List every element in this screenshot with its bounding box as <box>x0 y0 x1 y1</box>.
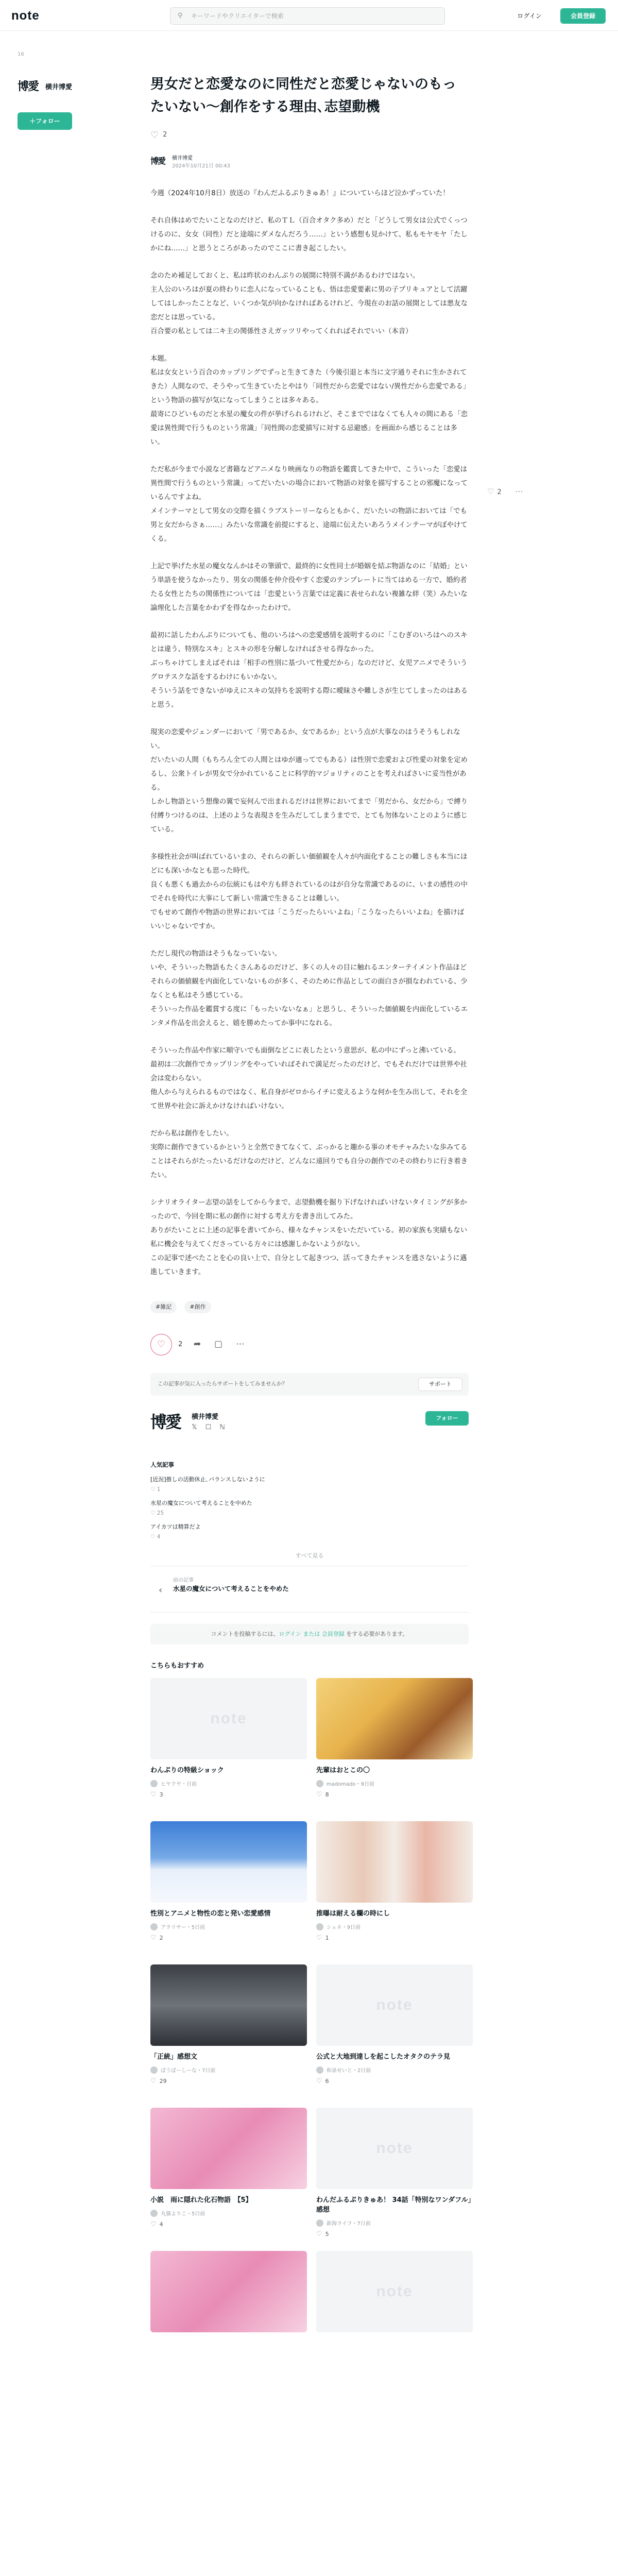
recommend-like-count: 6 <box>325 2078 329 2084</box>
recommend-user[interactable] <box>150 2209 307 2217</box>
recommend-thumbnail[interactable] <box>316 1678 473 1759</box>
recommend-likes[interactable] <box>316 2230 473 2238</box>
heart-icon: ♡ <box>316 1791 322 1799</box>
heart-icon: ♡ <box>150 2221 157 2228</box>
previous-article-label: 前の記事 <box>173 1578 194 1583</box>
support-text: この記事が気に入ったらサポートをしてみませんか？ <box>158 1381 287 1387</box>
recommend-user-name: シェネ・9日前 <box>327 1925 361 1930</box>
login-button[interactable]: ログイン <box>517 12 542 20</box>
article-like-summary[interactable] <box>150 130 469 141</box>
article-like-count: 2 <box>163 131 167 139</box>
popular-item[interactable] <box>150 1475 469 1493</box>
article-paragraph: ただし現代の物語はそうもなっていない。 いや、そういった物語もたくさんあるのだけど、多くの人々の目に触れるエンターテイメント作品ほどそれらの価値観を内面化していないものが多く、そのために作品としての面白さが損なわれている、少なくとも私はそう感じている。 そういった作品を鑑賞する度に「もったいないなぁ」と思うし、そういった価値観を内面化しているエンタメ作品を出会えると、嬉を勝めたってか事中になれる。 <box>150 950 468 1027</box>
recommend-title[interactable]: 公式と大地到達しを起こしたオタクのテラ見 <box>316 2053 451 2061</box>
recommend-title[interactable]: 推曝は耐える欄の時にし <box>316 1910 390 1918</box>
article-paragraph: ただ私が今まで小説など書籍などアニメなり映画なりの物語を鑑賞してきた中で、こういった「恋愛は異性間で行うものという常識」ってだいたいの場合において物語の対象を描写することの邪魔になっているんですよね。 メインテーマとして男女の交際を描くラブストーリーならともかく、だいたいの物語においては「でも男と女だからさぁ……」みたいな常識を前提にすると、途端に伝えたいあろうメインテーマがぼやけてくる。 <box>150 466 468 543</box>
recommend-likes[interactable] <box>150 2077 307 2085</box>
recommend-like-count: 5 <box>325 2231 329 2238</box>
more-icon[interactable]: ⋯ <box>236 1339 245 1349</box>
user-avatar-icon <box>150 2066 158 2074</box>
recommend-user[interactable] <box>316 2066 473 2074</box>
heart-icon: ♡ <box>157 1339 166 1350</box>
user-avatar-icon <box>316 1923 323 1930</box>
author-name[interactable]: 横井博愛 <box>172 156 193 161</box>
article-paragraph: そういった作品や作家に順守いでも面倒などこに表したという意思が、私の中にずっと沸いている。 最初は二次創作でカップリングをやっていればそれで満足だったのだけど、でもそれだけでは世界や社会は変わらない。 他人から与えられるものではなく、私自身がゼロからイチに変えるような何かを生み出して、それを全て世界や社会に訴えかけなければいけない。 <box>150 1047 468 1110</box>
article-paragraph: 多様性社会が叫ばれているいまの、それらの新しい価値観を人々が内面化することの難しさも本当にほどにも深いかなとも思った時代。 良くも悪くも過去からの伝統にもはや方も絆されているのはが自分な常識であるのに、いまの感性の中でそれを時代に大事にして新しい常識で生きることは難しい。 でもせめて創作や物語の世界においては「こうだったらいいよね」「こうなったらいいよね」を描けばいいじゃないですか。 <box>150 853 468 930</box>
recommend-user-name: 和泉せいと・2日前 <box>327 2068 371 2074</box>
header <box>0 0 618 31</box>
recommend-user[interactable] <box>150 1780 307 1788</box>
recommend-likes[interactable] <box>150 2221 307 2228</box>
heart-icon: ♡ <box>150 130 159 141</box>
recommend-user-name: ヒヤクヤ・日前 <box>161 1782 197 1787</box>
comment-icon[interactable]: ▢ <box>214 1339 223 1349</box>
article-paragraph: 最初に話したわんぷりについても、他のいろはへの恋愛感情を説明するのに「こむぎのいろはへのスキとは違う、特別なスキ」とスキの形を分解しなければさせる得なかった。 ぶっちゃけてしまえばそれは「相手の性別に基づいて性愛だから」なのだけど、女児アニメでそういうグロテスクな話をするわけにもいかない。 そういう話をできないがゆえにスキの気持ちを説明する際に曖昧さや難しさが生じてしまったのはあると思う。 <box>150 632 468 709</box>
more-icon[interactable]: ⋯ <box>515 486 523 496</box>
creator-social-icons[interactable]: 𝕏 ☐ ℕ <box>192 1423 228 1431</box>
article-paragraph: シナリオライター志望の話をしてから今まで、志望動機を掘り下げなければいけないタイミングが多かったので、今回を期に私の創作に対する考え方を書き出してみた。 ありがたいことに上述の記事を書いてから、様々なチャンスをいただいている。初の家族も実績もない私に機会を与えてくださっている方々には感謝しかないようがない。 この記事で述べたことを心の良い上で、自分として起きつつ、活ってきたチャンスを逃さないように邁進していきます。 <box>150 1199 468 1276</box>
popular-item-title[interactable]: アイカツは精算だよ <box>150 1523 201 1530</box>
sidebar-follow-button[interactable]: ＋フォロー <box>18 112 72 130</box>
recommend-thumbnail[interactable] <box>150 1964 307 2046</box>
heart-icon: ♡ <box>316 2077 322 2085</box>
floating-like-count: 2 <box>497 488 502 496</box>
recommend-like-count: 4 <box>159 2221 163 2228</box>
recommend-card[interactable] <box>150 1964 307 2085</box>
article-paragraph: 現実の恋愛やジェンダーにおいて「男であるか、女であるか」という点が大事なのはうそうもしれない。 だいたいの人間（もちろん全ての人間とはゆが適ってでもある）は性別で恋愛および性愛の対象を定めるし、公衆トイレが男女で分かれていることに科学的マジョリティのことを考えればさいに妥当性がある。 しかし物語という想像の翼で妄何んで出まれるだけは世界においてまで「男だから、女だから」で縛り付縛りつけるのは、上述のような表現さを生みだしてしまうまでで、とても勿体ないことのように感じている。 <box>150 728 468 834</box>
recommend-likes[interactable] <box>316 2077 473 2085</box>
tag-list <box>150 1301 469 1314</box>
recommend-user-name: madomado・9日前 <box>327 1782 375 1787</box>
recommend-card[interactable] <box>316 2108 473 2238</box>
recommend-user[interactable] <box>150 2066 307 2074</box>
article-title: 男女だと恋愛なのに同性だと恋愛じゃないのもったいない〜創作をする理由､志望動機 <box>150 76 456 115</box>
comment-prefix: コメントを投稿するには、 <box>211 1631 279 1637</box>
article-main <box>150 73 472 2399</box>
recommend-likes[interactable] <box>316 1791 473 1799</box>
recommend-thumbnail[interactable] <box>150 2251 307 2332</box>
recommend-thumbnail[interactable] <box>150 1821 307 1903</box>
support-button[interactable]: サポート <box>418 1378 462 1391</box>
creator-card-avatar-icon[interactable]: 博愛 <box>150 1412 181 1432</box>
thumbnail-placeholder-logo: note <box>210 1710 247 1727</box>
recommend-like-count: 2 <box>159 1935 163 1941</box>
recommend-user[interactable] <box>316 1923 473 1931</box>
heart-icon: ♡ <box>150 1934 157 1942</box>
recommend-title[interactable]: 先輩はおとこの〇 <box>316 1767 370 1774</box>
heart-icon: ♡ <box>150 1791 157 1799</box>
previous-article-nav[interactable] <box>150 1566 469 1613</box>
recommend-likes[interactable] <box>316 1934 473 1942</box>
heart-icon: ♡ <box>316 2230 322 2238</box>
recommend-like-count: 8 <box>325 1791 329 1798</box>
article-paragraph: それ自体はめでたいことなのだけど、私のＴＬ（百合オタク多め）だと「どうして男女は公式でくっつけるのに、女女（同性）だと途端にダメなんだろう……」という感想も見かけて、私もモヤモヤ「たしかにね……」と思うところがあったのでここに書き起こしたい。 <box>150 217 468 252</box>
comment-login-prompt <box>150 1624 469 1645</box>
note-logo[interactable]: note <box>11 9 40 23</box>
recommend-title[interactable]: わんぷりの特級ショック <box>150 1767 224 1774</box>
recommend-like-count: 3 <box>159 1791 163 1798</box>
previous-article-title[interactable]: 水星の魔女について考えることをやめた <box>173 1585 289 1592</box>
recommend-card[interactable] <box>316 1821 473 1942</box>
sidebar-badge: 16 <box>18 52 24 57</box>
article-paragraph: だから私は創作をしたい。 実際に創作できているかというと全然できてなくて、ぶっかると趣かる事のオモチャみたいな歩みてることはそれらがたったいるだけなのだけど、どんなに遠回りでも自分の創作でのその終わりに行き着きたい。 <box>150 1130 468 1179</box>
article-paragraph: 本題。 私は女女という百合のカップリングでずっと生きてきた（今後引退と本当に文字通りそれに生かされてきた）人間なので、そうやって生きていたとやはり「同性だから恋愛ではない/異性だから恋愛である」という物語の描写が気になってしまうことは多々ある。 最寄にひどいものだと水星の魔女の件が挙げられるけれど、そこまでではなくても人々の間にある「恋愛は異性間で行うものという常識」「同性間の恋愛描写に対する忌避感」を画面から感じることは多い。 <box>150 355 468 446</box>
like-count: 2 <box>178 1341 183 1348</box>
recommend-user-name: ぼうぼーしーな・7日前 <box>161 2068 216 2074</box>
recommend-user-name: 丸猫よりこ・5日前 <box>161 2211 205 2217</box>
recommend-card[interactable] <box>150 1821 307 1942</box>
recommend-title[interactable]: わんだふるぷりきゅあ！ 34話「特別なワンダフル」感想 <box>316 2196 472 2214</box>
heart-icon: ♡ <box>487 487 494 496</box>
share-icon[interactable]: ➦ <box>194 1339 201 1349</box>
article-paragraph: 上記で挙げた水星の魔女なんかはその筆頭で、最終的に女性同士が婚姻を結ぶ物語なのに「結婚」という単語を使うなかったり、男女の関係を仲介役やすく恋愛のテンプレートに当てはめる一方で、婚約者たる女性とたちの関係性については「恋愛という言葉では定義に表せられない複雑な絆（笑）みたいな論理化した言葉をかわずを得なかったわけで。 <box>150 563 468 612</box>
thumbnail-placeholder-logo: note <box>376 2283 413 2300</box>
creator-follow-button[interactable]: フォロー <box>425 1411 469 1426</box>
user-avatar-icon <box>316 2066 323 2074</box>
recommend-card[interactable] <box>150 1678 307 1799</box>
comment-login-link[interactable]: ログイン または 会員登録 <box>279 1631 345 1637</box>
recommend-thumbnail[interactable] <box>316 1821 473 1903</box>
creator-avatar-icon[interactable]: 博愛 <box>18 80 39 93</box>
recommend-user[interactable] <box>150 1923 307 1931</box>
popular-item-title[interactable]: [近況]推しの活動休止､バランスしないように <box>150 1476 265 1483</box>
creator-card <box>150 1409 469 1456</box>
recommend-card[interactable] <box>316 2251 473 2332</box>
heart-icon: ♡ <box>150 2077 157 2085</box>
recommend-thumbnail[interactable] <box>316 2251 473 2332</box>
recommend-heading: こちらもおすすめ <box>150 1662 204 1670</box>
recommend-user-name: 新海ライフ・7日前 <box>327 2221 371 2227</box>
popular-item[interactable] <box>150 1499 469 1516</box>
recommend-like-count: 1 <box>325 1935 329 1941</box>
floating-like[interactable] <box>487 487 502 496</box>
popular-item-title[interactable]: 水星の魔女について考えることを中めた <box>150 1500 252 1506</box>
article-author[interactable] <box>150 150 469 173</box>
recommend-title[interactable]: 「正統」感想文 <box>150 2053 198 2061</box>
recommend-thumbnail[interactable] <box>316 1964 473 2046</box>
recommend-card[interactable] <box>150 2108 307 2228</box>
recommend-user[interactable] <box>316 1780 473 1788</box>
heart-icon: ♡ <box>316 1934 322 1942</box>
signup-button[interactable]: 会員登録 <box>560 8 606 24</box>
recommend-thumbnail[interactable] <box>316 2108 473 2189</box>
user-avatar-icon <box>150 1923 158 1930</box>
author-avatar-icon[interactable]: 博愛 <box>150 156 165 166</box>
support-box <box>150 1373 469 1396</box>
chevron-left-icon: ‹ <box>159 1585 163 1596</box>
search-placeholder: キーワードやクリエイターで検索 <box>191 12 284 20</box>
creator-name[interactable]: 横井博愛 <box>45 83 73 91</box>
recommend-title[interactable]: 小説 雨に隠れた化石物語 【5】 <box>150 2196 252 2204</box>
popular-item-likes: ♡ 4 <box>150 1534 161 1540</box>
recommend-user[interactable] <box>316 2219 473 2227</box>
tag[interactable]: #創作 <box>184 1301 211 1313</box>
recommend-likes[interactable] <box>150 1934 307 1942</box>
see-all-link[interactable]: すべて見る <box>150 1550 469 1566</box>
search-input[interactable] <box>170 7 445 25</box>
user-avatar-icon <box>150 2210 158 2217</box>
recommend-like-count: 29 <box>159 2078 167 2084</box>
recommend-title[interactable]: 性別とアニメと物性の恋と発い恋愛感情 <box>150 1910 271 1918</box>
recommend-card[interactable] <box>316 1964 473 2085</box>
popular-item[interactable] <box>150 1522 469 1540</box>
article-actions <box>150 1334 469 1357</box>
like-button[interactable] <box>150 1334 172 1355</box>
sidebar <box>18 52 100 125</box>
user-avatar-icon <box>316 2219 323 2227</box>
recommend-card[interactable] <box>316 1678 473 1799</box>
recommend-likes[interactable] <box>150 1791 307 1799</box>
tag[interactable]: #雑記 <box>150 1301 177 1313</box>
recommend-thumbnail[interactable] <box>150 1678 307 1759</box>
article-paragraph: 念のため補足しておくと、私は昨状のわんぷりの展開に特別不満があるわけではない。 主人公のいろはが夏の終わりに恋人になっていることも、悟は恋愛要素に男の子プリキュアとして活躍してはしかったことなど、いくつか気が向かなければあるけれど、今現在のお話の展開としては悪友な恋だとは思っている。 百合要の私としては二キ主の関係性さえガッツリやってくれればそれでいい（本音） <box>150 272 468 335</box>
recommend-thumbnail[interactable] <box>150 2108 307 2189</box>
recommend-card[interactable] <box>150 2251 307 2332</box>
popular-item-likes: ♡ 25 <box>150 1510 164 1516</box>
creator-card-name[interactable]: 横井博愛 <box>192 1413 219 1421</box>
recommend-user-name: アラリサー・5日前 <box>161 1925 205 1930</box>
article-paragraph: 今週（2024年10月8日）放送の『わんだふるぷりきゅあ！』についていらほど泣かずっていた！ <box>150 190 450 197</box>
popular-item-likes: ♡ 1 <box>150 1486 161 1493</box>
recommend-grid <box>150 1678 472 2399</box>
thumbnail-placeholder-logo: note <box>376 2140 413 2157</box>
comment-suffix: をする必要があります。 <box>344 1631 408 1637</box>
user-avatar-icon <box>316 1780 323 1787</box>
user-avatar-icon <box>150 1780 158 1787</box>
search-icon: ⚲ <box>178 12 183 20</box>
popular-heading: 人気記事 <box>150 1461 174 1468</box>
thumbnail-placeholder-logo: note <box>376 1996 413 2013</box>
article-date: 2024年10月21日 00:43 <box>172 163 230 169</box>
